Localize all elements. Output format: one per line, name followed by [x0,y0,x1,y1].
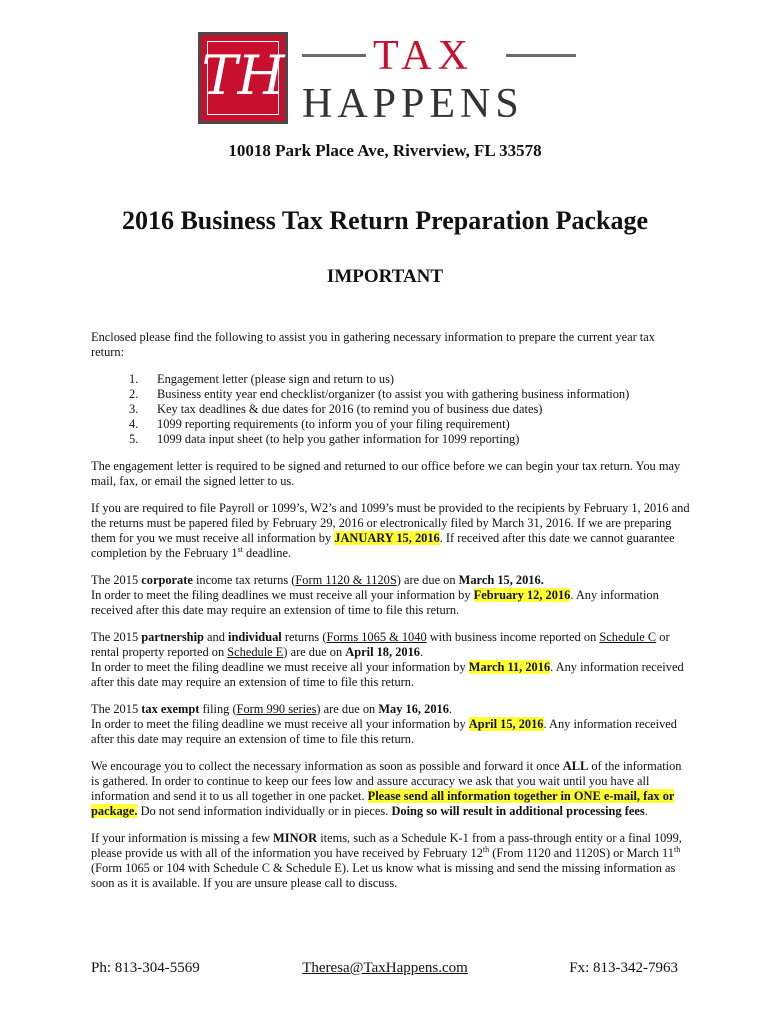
engagement-paragraph: The engagement letter is required to be signed and returned to our office before we can begin your tax return. You may mail, fax, or email the signed letter to us. [91,459,681,488]
tax-happens-logo [198,32,578,128]
important-heading: IMPORTANT [326,266,444,287]
corporate-deadline-highlight: February 12, 2016 [473,588,571,602]
tax-exempt-paragraph: The 2015 tax exempt filing (Form 990 series) are due on May 16, 2016. In order to meet the filing deadline we must receive all your information by April 15, 2016. Any information received after this date may require an extension of time to file this return. [91,702,678,746]
logo-tax-text: TAX [373,33,474,79]
partnership-paragraph: The 2015 partnership and individual returns (Forms 1065 & 1040 with business income reported on Schedule C or rental property reported on Schedule E) are due on April 18, 2016. In order to meet the filing deadline we must receive all your information by March 11, 2016. Any information received after this date may require an extension of time to file this return. [91,630,684,689]
fax-number: Fx: 813-342-7963 [569,960,678,976]
logo-monogram: TH [201,44,285,107]
phone-number: Ph: 813-304-5569 [91,960,200,976]
page-title: 2016 Business Tax Return Preparation Package [121,206,649,235]
list-item: 4. 1099 reporting requirements (to inform you of your filing requirement) [129,417,510,431]
payroll-paragraph: If you are required to file Payroll or 1099’s, W2’s and 1099’s must be provided to the recipients by February 1, 2016 and the returns must be papered filed by February 29, 2016 or electronically filed by March 31, 2016. If we are preparing them for you we must receive all information by JANUARY 15, 2016. If received after this date we cannot guarantee completion by the February 1st deadline. [91,501,690,560]
logo-rule-left [302,54,366,57]
list-item: 3. Key tax deadlines & due dates for 2016 (to remind you of business due dates) [129,402,543,416]
list-item: 5. 1099 data input sheet (to help you gather information for 1099 reporting) [129,432,520,446]
letter-body [91,330,691,903]
logo-rule-right [506,54,576,57]
send-together-highlight: Please send all information together in ONE e-mail, fax or package. [91,789,675,818]
enclosure-list [129,372,691,447]
minor-items-paragraph: If your information is missing a few MINOR items, such as a Schedule K-1 from a pass-through entity or a final 1099, please provide us with all of the information you have received by February 12th (From 1120 and 1120S) or March 11th (Form 1065 or 104 with Schedule C & Schedule E). Let us know what is missing and send the missing information as soon as it is available. If you are unsure please call to discuss. [91,831,682,890]
partnership-deadline-highlight: March 11, 2016 [468,660,551,674]
logo-monogram-box [198,32,288,124]
intro-paragraph: Enclosed please find the following to assist you in gathering necessary information to prepare the current year tax return: [91,330,655,359]
office-address: 10018 Park Place Ave, Riverview, FL 33578 [228,141,542,160]
email-link[interactable]: Theresa@TaxHappens.com [302,960,468,976]
encourage-paragraph: We encourage you to collect the necessary information as soon as possible and forward it once ALL of the information is gathered. In order to continue to keep our fees low and assure accuracy we ask that you wait until you have all information and send it to us all together in one packet. Please send all information together in ONE e-mail, fax or package. Do not send information individually or in pieces. Doing so will result in additional processing fees. [91,759,682,818]
list-item: 2. Business entity year end checklist/organizer (to assist you with gathering business information) [129,387,630,401]
tax-exempt-deadline-highlight: April 15, 2016 [468,717,544,731]
corporate-paragraph: The 2015 corporate income tax returns (Form 1120 & 1120S) are due on March 15, 2016. In order to meet the filing deadlines we must receive all your information by February 12, 2016. Any information received after this date may require an extension of time to file this return. [91,573,659,617]
logo-happens-text: HAPPENS [302,81,524,127]
list-item: 1. Engagement letter (please sign and return to us) [129,372,395,386]
payroll-deadline-highlight: JANUARY 15, 2016 [334,531,440,545]
